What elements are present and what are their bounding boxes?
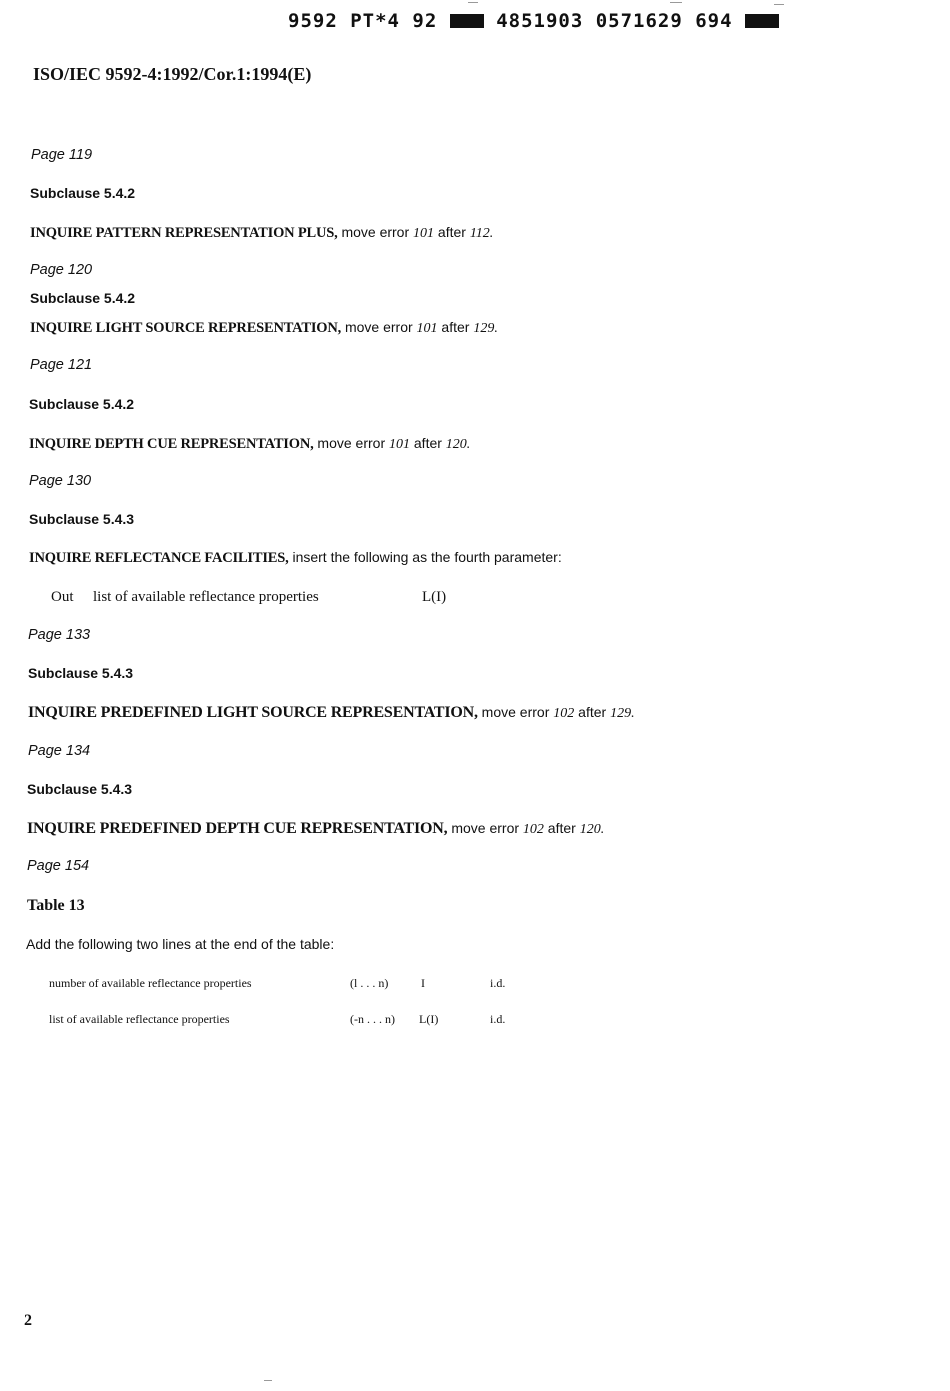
function-name: INQUIRE PREDEFINED DEPTH CUE REPRESENTATION, xyxy=(27,820,448,837)
table-instruction: Add the following two lines at the end of the table: xyxy=(26,936,335,952)
row-range: (-n . . . n) xyxy=(350,1012,395,1026)
correction-instruction xyxy=(30,224,493,242)
row-range: (l . . . n) xyxy=(350,976,389,990)
subclause-heading: Subclause 5.4.2 xyxy=(30,290,136,306)
correction-instruction xyxy=(29,435,470,453)
instruction-text: move error xyxy=(341,319,417,335)
row-type: I xyxy=(421,976,425,990)
correction-instruction xyxy=(28,704,635,722)
black-bar-mark xyxy=(450,14,484,28)
instruction-text: move error xyxy=(477,704,554,720)
function-name: INQUIRE LIGHT SOURCE REPRESENTATION, xyxy=(30,320,342,336)
function-name: INQUIRE PATTERN REPRESENTATION PLUS, xyxy=(30,225,338,241)
instruction-text: after xyxy=(434,224,470,240)
row-name: number of available reflectance properties xyxy=(49,976,252,990)
error-number: 101 xyxy=(416,321,438,336)
target-error-number: 120. xyxy=(579,822,605,837)
page-reference: Page 154 xyxy=(27,858,90,874)
page-reference: Page 119 xyxy=(31,147,93,163)
function-name: INQUIRE DEPTH CUE REPRESENTATION, xyxy=(29,436,314,452)
correction-instruction xyxy=(27,820,604,838)
page-reference: Page 133 xyxy=(28,627,91,643)
header-code-line xyxy=(288,10,779,32)
header-code-part1: 9592 PT*4 92 xyxy=(288,10,438,32)
correction-instruction xyxy=(30,319,498,337)
scan-mark xyxy=(264,1380,272,1381)
instruction-text: move error xyxy=(337,224,414,240)
instruction-text: after xyxy=(410,435,446,451)
subclause-heading: Subclause 5.4.2 xyxy=(29,396,135,412)
page-reference: Page 121 xyxy=(30,357,93,373)
row-name: list of available reflectance properties xyxy=(49,1012,230,1026)
page-reference: Page 130 xyxy=(29,473,92,489)
error-number: 101 xyxy=(413,226,435,241)
instruction-text: move error xyxy=(447,820,523,836)
error-number: 102 xyxy=(522,822,544,837)
subclause-heading: Subclause 5.4.3 xyxy=(28,665,134,681)
parameter-description: list of available reflectance properties xyxy=(93,589,319,605)
subclause-heading: Subclause 5.4.3 xyxy=(29,511,135,527)
scan-mark xyxy=(670,2,682,3)
row-type: L(I) xyxy=(419,1012,439,1026)
black-bar-mark xyxy=(745,14,779,28)
instruction-text: after xyxy=(437,319,474,335)
function-name: INQUIRE PREDEFINED LIGHT SOURCE REPRESENTATION, xyxy=(28,704,478,721)
instruction-text: after xyxy=(574,704,611,720)
subclause-heading: Subclause 5.4.3 xyxy=(27,781,133,797)
subclause-heading: Subclause 5.4.2 xyxy=(30,185,136,201)
function-name: INQUIRE REFLECTANCE FACILITIES, xyxy=(29,550,289,566)
parameter-direction: Out xyxy=(51,589,74,605)
row-value: i.d. xyxy=(490,976,506,990)
instruction-text: after xyxy=(543,820,580,836)
target-error-number: 129. xyxy=(610,706,635,721)
target-error-number: 120. xyxy=(445,437,471,452)
instruction-text: insert the following as the fourth parameter: xyxy=(288,549,562,565)
scan-mark xyxy=(774,4,784,5)
correction-instruction xyxy=(29,549,562,567)
target-error-number: 112. xyxy=(469,226,494,241)
instruction-text: move error xyxy=(313,435,389,451)
row-value: i.d. xyxy=(490,1012,506,1026)
table-title: Table 13 xyxy=(27,897,85,914)
page-number: 2 xyxy=(24,1312,32,1329)
page-reference: Page 120 xyxy=(30,262,93,278)
document-title: ISO/IEC 9592-4:1992/Cor.1:1994(E) xyxy=(33,64,312,84)
scan-mark xyxy=(468,2,478,3)
header-code-part2: 4851903 0571629 694 xyxy=(496,10,733,32)
parameter-type: L(I) xyxy=(422,589,447,605)
error-number: 101 xyxy=(389,437,410,452)
error-number: 102 xyxy=(553,706,575,721)
page-reference: Page 134 xyxy=(28,743,91,759)
target-error-number: 129. xyxy=(473,321,498,336)
